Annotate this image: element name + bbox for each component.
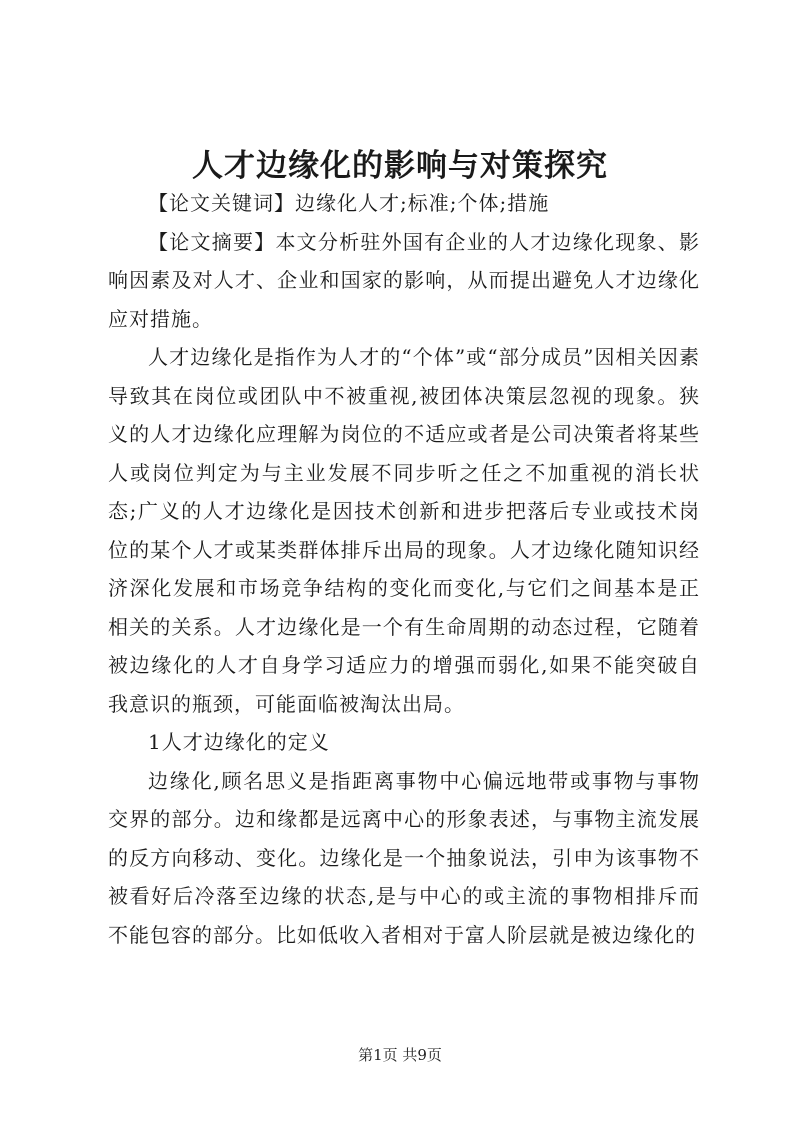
body-paragraph: 边缘化,顾名思义是指距离事物中心偏远地带或事物与事物交界的部分。边和缘都是远离中心的形象表述，与事物主流发展的反方向移动、变化。边缘化是一个抽象说法，引申为该事物不被看好后冷落至边缘的状态,是与中心的或主流的事物相排斥而不能包容的部分。比如低收入者相对于富人阶层就是被边缘化的 [108, 768, 700, 947]
body-paragraph: 人才边缘化是指作为人才的“个体”或“部分成员”因相关因素导致其在岗位或团队中不被重视,被团体决策层忽视的现象。狭义的人才边缘化应理解为岗位的不适应或者是公司决策者将某些人或岗位判定为与主业发展不同步听之任之不加重视的消长状态;广义的人才边缘化是因技术创新和进步把落后专业或技术岗位的某个人才或某类群体排斥出局的现象。人才边缘化随知识经济深化发展和市场竞争结构的变化而变化,与它们之间基本是正相关的关系。人才边缘化是一个有生命周期的动态过程，它随着被边缘化的人才自身学习适应力的增强而弱化,如果不能突破自我意识的瓶颈，可能面临被淘汰出局。 [108, 345, 700, 716]
document-title: 人才边缘化的影响与对策探究 [192, 148, 608, 184]
page-footer: 第1页 共9页 [358, 1046, 442, 1064]
keywords-paragraph: 【论文关键词】边缘化人才;标准;个体;措施 [148, 191, 550, 215]
section-heading: 1人才边缘化的定义 [148, 730, 330, 754]
abstract-paragraph: 【论文摘要】本文分析驻外国有企业的人才边缘化现象、影响因素及对人才、企业和国家的影响，从而提出避免人才边缘化应对措施。 [108, 229, 700, 331]
document-body [108, 184, 700, 954]
